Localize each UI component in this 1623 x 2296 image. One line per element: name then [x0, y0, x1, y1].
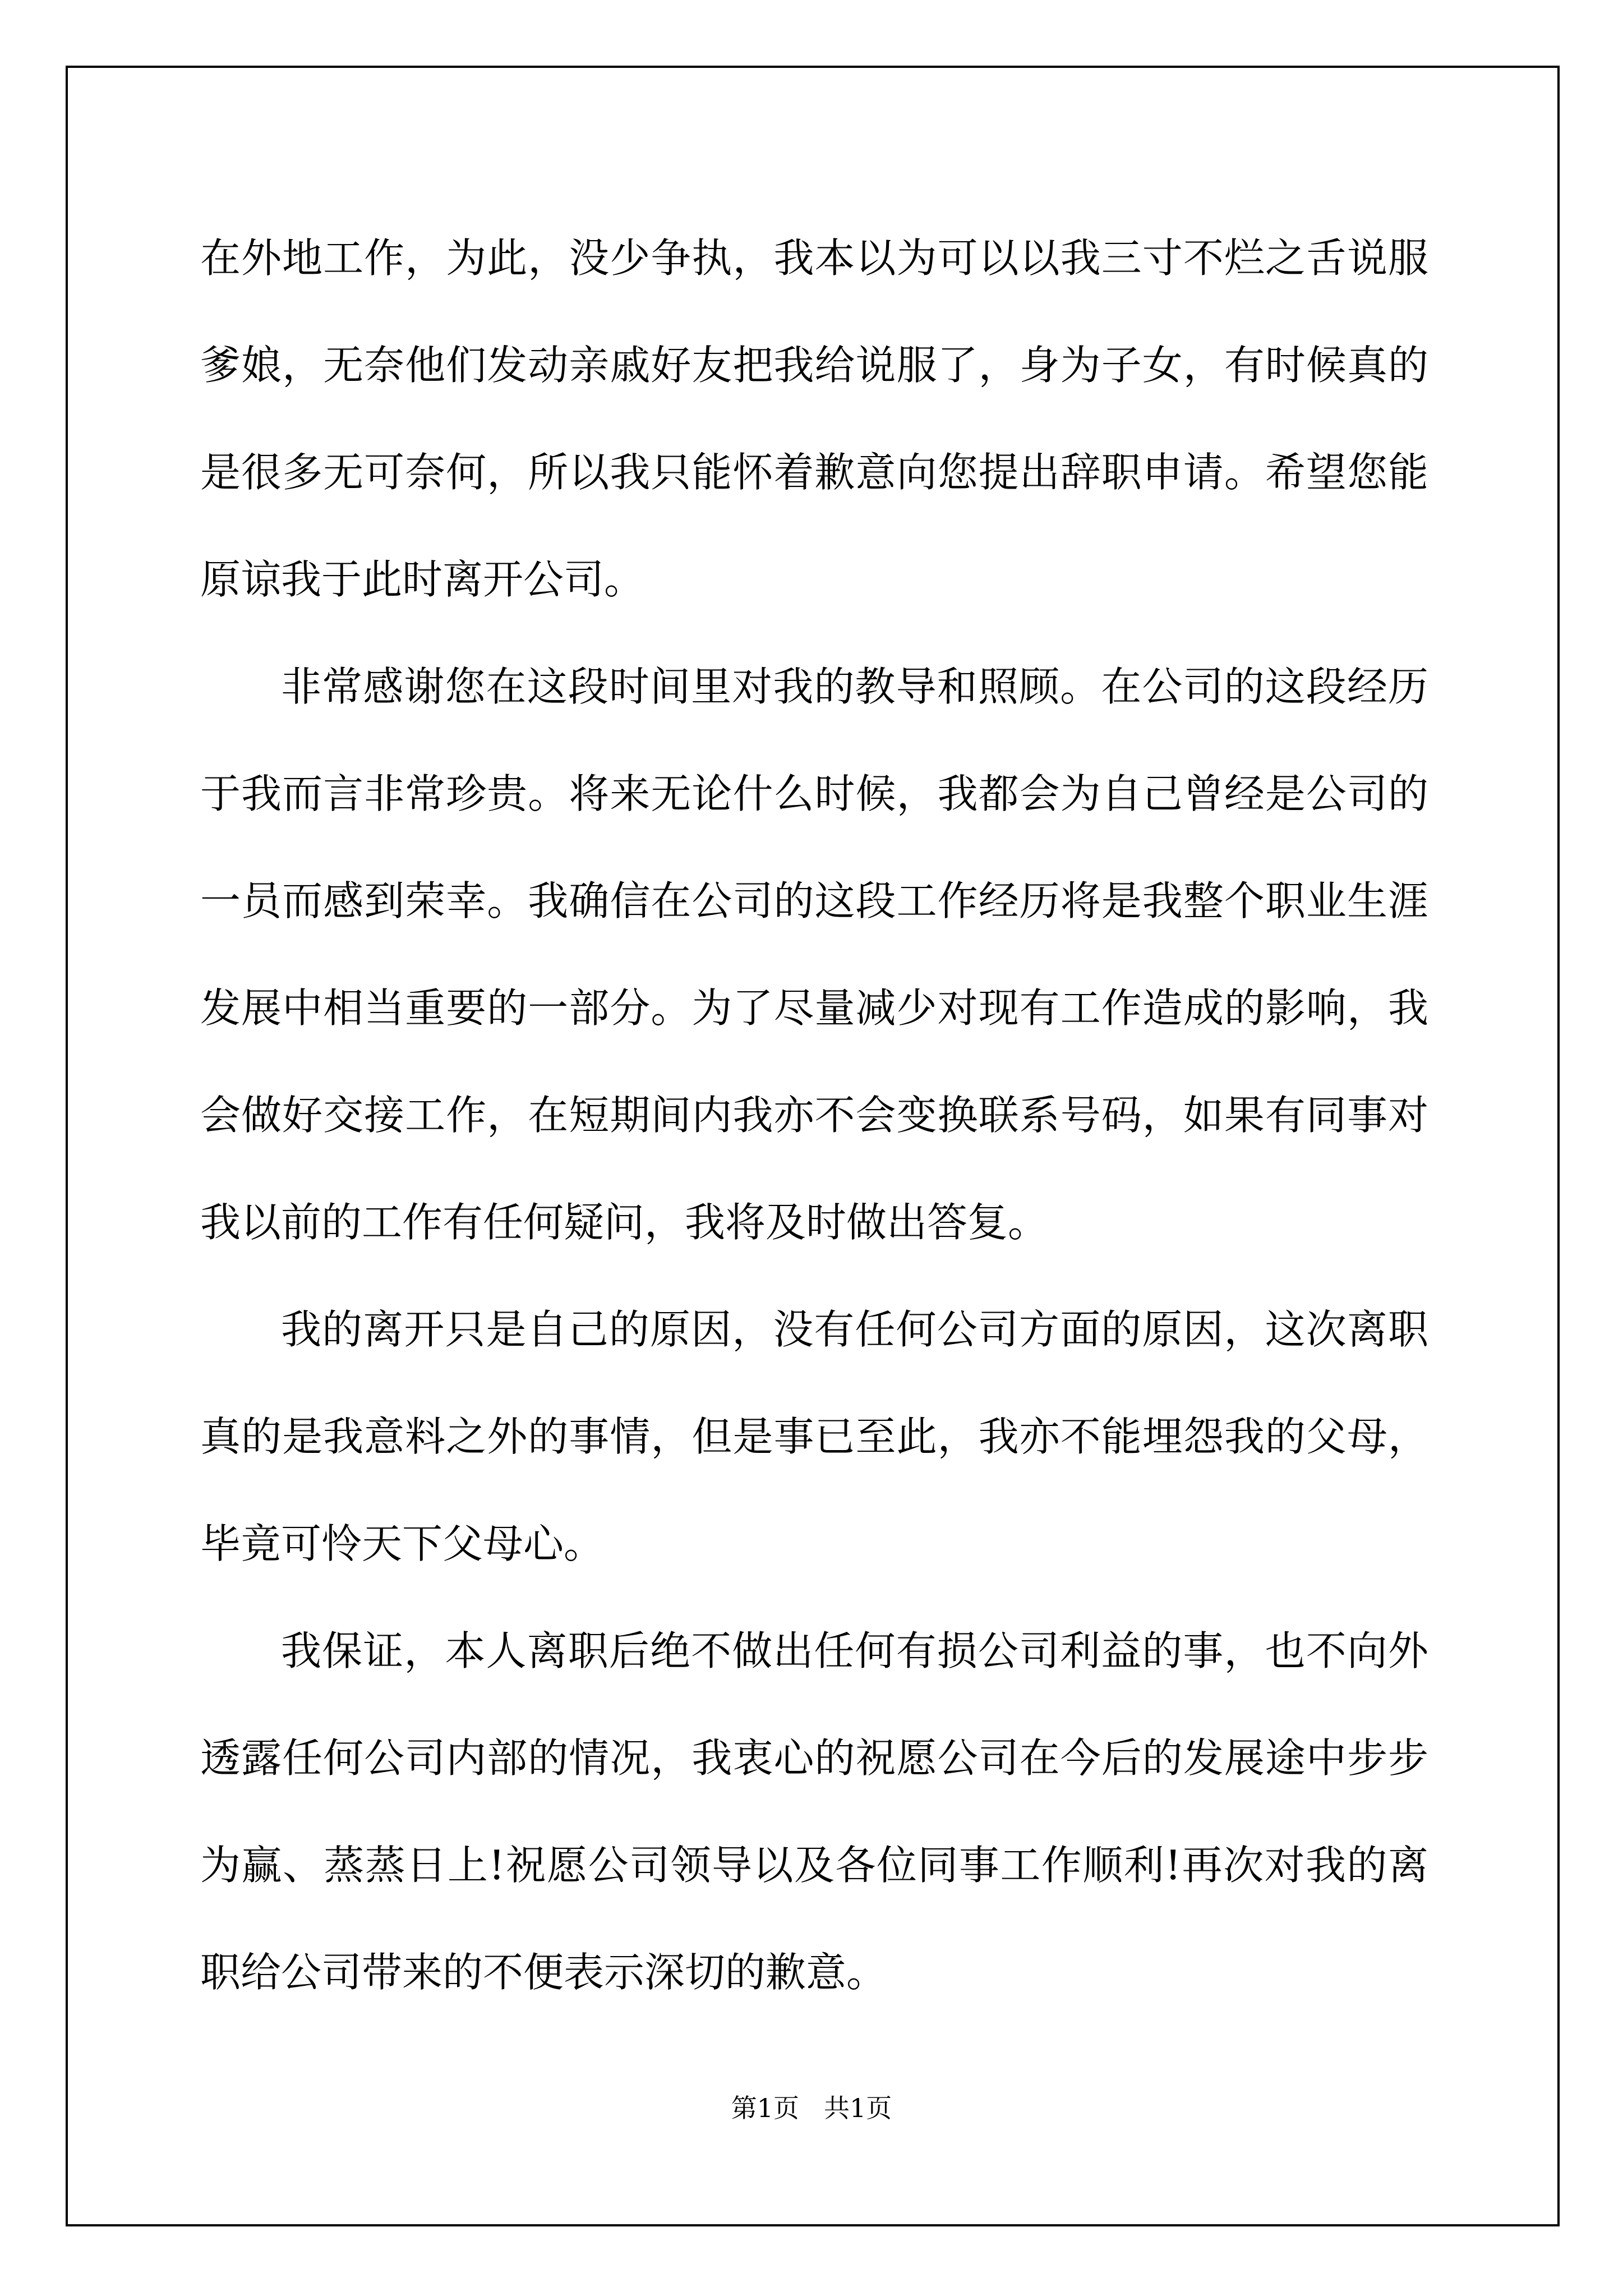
- page-total: 共1页: [824, 2093, 892, 2123]
- document-body: [200, 205, 1428, 2026]
- paragraph-2: 非常感谢您在这段时间里对我的教导和照顾。在公司的这段经历于我而言非常珍贵。将来无论什么时候，我都会为自己曾经是公司的一员而感到荣幸。我确信在公司的这段工作经历将是我整个职业生涯发展中相当重要的一部分。为了尽量减少对现有工作造成的影响，我会做好交接工作，在短期间内我亦不会变换联系号码，如果有同事对我以前的工作有任何疑问，我将及时做出答复。: [200, 663, 1428, 1246]
- page-footer: [0, 2091, 1623, 2125]
- paragraph-1: 在外地工作，为此，没少争执，我本以为可以以我三寸不烂之舌说服爹娘，无奈他们发动亲戚好友把我给说服了，身为子女，有时候真的是很多无可奈何，所以我只能怀着歉意向您提出辞职申请。希望您能原谅我于此时离开公司。: [200, 234, 1428, 603]
- paragraph-3: 我的离开只是自己的原因，没有任何公司方面的原因，这次离职真的是我意料之外的事情，但是事已至此，我亦不能埋怨我的父母，毕竟可怜天下父母心。: [200, 1306, 1428, 1567]
- paragraph-4: 我保证，本人离职后绝不做出任何有损公司利益的事，也不向外透露任何公司内部的情况，我衷心的祝愿公司在今后的发展途中步步为赢、蒸蒸日上!祝愿公司领导以及各位同事工作顺利!再次对我的离职给公司带来的不便表示深切的歉意。: [200, 1627, 1428, 1996]
- page-number: 第1页: [731, 2093, 799, 2123]
